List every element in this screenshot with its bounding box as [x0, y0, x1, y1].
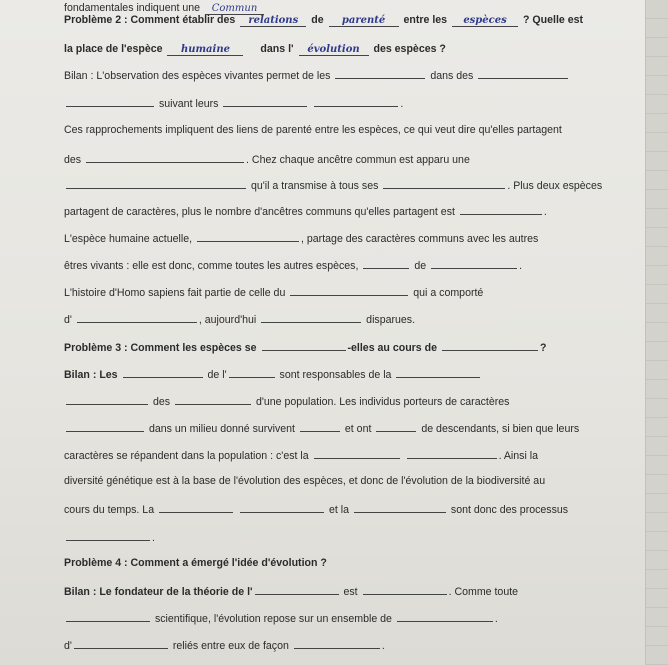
blank-field[interactable] — [300, 421, 340, 432]
line-18: diversité génétique est à la base de l'évolution des espèces, et donc de l'évolution de la biodiversité au — [64, 475, 546, 487]
line-2: la place de l'espèce humaine dans l' évolution des espèces ? — [64, 43, 446, 55]
blank-field[interactable] — [383, 178, 505, 189]
line-17: caractères se répandent dans la population : c'est la . Ainsi la — [64, 450, 539, 462]
blank-field[interactable] — [407, 448, 497, 459]
blank-field[interactable] — [290, 285, 408, 296]
blank-field[interactable] — [354, 502, 446, 513]
blank-field[interactable] — [66, 611, 150, 622]
blank-field[interactable] — [66, 421, 144, 432]
blank-field[interactable] — [240, 502, 324, 513]
handwritten-answer[interactable]: évolution — [299, 44, 369, 56]
line-24: d' reliés entre eux de façon . — [64, 640, 385, 652]
line-21: Problème 4 : Comment a émergé l'idée d'évolution ? — [64, 557, 327, 569]
notebook-margin — [645, 0, 668, 665]
line-7: qu'il a transmise à tous ses . Plus deux espèces — [64, 178, 642, 192]
blank-field[interactable] — [197, 231, 299, 242]
blank-field[interactable] — [376, 421, 416, 432]
blank-field[interactable] — [66, 178, 246, 189]
blank-field[interactable] — [397, 611, 493, 622]
blank-field[interactable] — [363, 258, 409, 269]
blank-field[interactable] — [335, 68, 425, 79]
line-3: Bilan : L'observation des espèces vivantes permet de les dans des — [64, 68, 642, 82]
blank-field[interactable] — [255, 584, 339, 595]
handwritten-answer[interactable]: espèces — [452, 15, 518, 27]
line-9: L'espèce humaine actuelle, , partage des caractères communs avec les autres — [64, 233, 539, 245]
handwritten-answer[interactable]: humaine — [167, 44, 243, 56]
line-19: cours du temps. La et la sont donc des processus — [64, 504, 569, 516]
line-14: Bilan : Les de l' sont responsables de la — [64, 367, 642, 381]
blank-field[interactable] — [74, 638, 168, 649]
blank-field[interactable] — [223, 96, 307, 107]
blank-field[interactable] — [478, 68, 568, 79]
blank-field[interactable] — [314, 96, 398, 107]
line-15: des d'une population. Les individus porteurs de caractères — [64, 394, 642, 408]
blank-field[interactable] — [261, 312, 361, 323]
line-1: Problème 2 : Comment établir des relations de parenté entre les espèces ? Quelle est — [64, 14, 584, 26]
blank-field[interactable] — [159, 502, 233, 513]
blank-field[interactable] — [431, 258, 517, 269]
blank-field[interactable] — [66, 394, 148, 405]
blank-field[interactable] — [77, 312, 197, 323]
line-8: partagent de caractères, plus le nombre d'ancêtres communs qu'elles partagent est . — [64, 206, 547, 218]
line-13: Problème 3 : Comment les espèces se -elles au cours de ? — [64, 342, 547, 354]
handwritten-answer[interactable]: Commun — [205, 3, 264, 15]
handwritten-answer[interactable]: parenté — [329, 15, 399, 27]
blank-field[interactable] — [363, 584, 447, 595]
line-16: dans un milieu donné survivent et ont de descendants, si bien que leurs — [64, 421, 642, 435]
line-11: L'histoire d'Homo sapiens fait partie de celle du qui a comporté — [64, 287, 484, 299]
blank-field[interactable] — [66, 96, 154, 107]
blank-field[interactable] — [294, 638, 380, 649]
blank-field[interactable] — [175, 394, 251, 405]
blank-field[interactable] — [314, 448, 400, 459]
blank-field[interactable] — [86, 152, 244, 163]
line-23: scientifique, l'évolution repose sur un ensemble de . — [64, 611, 642, 625]
blank-field[interactable] — [442, 340, 538, 351]
line-20: . — [64, 530, 642, 544]
handwritten-answer[interactable]: relations — [240, 15, 306, 27]
blank-field[interactable] — [396, 367, 480, 378]
blank-field[interactable] — [229, 367, 275, 378]
line-0: fondamentales indiquent une Commun — [64, 2, 642, 15]
blank-field[interactable] — [262, 340, 346, 351]
blank-field[interactable] — [460, 204, 542, 215]
line-6: des . Chez chaque ancêtre commun est apparu une — [64, 154, 470, 166]
line-4: suivant leurs . — [64, 96, 642, 110]
line-10: êtres vivants : elle est donc, comme toutes les autres espèces, de . — [64, 260, 523, 272]
blank-field[interactable] — [123, 367, 203, 378]
line-12: d' , aujourd'hui disparues. — [64, 314, 416, 326]
line-5: Ces rapprochements impliquent des liens de parenté entre les espèces, ce qui veut dire qu'elles partagent — [64, 124, 562, 136]
blank-field[interactable] — [66, 530, 150, 541]
line-22: Bilan : Le fondateur de la théorie de l' est . Comme toute — [64, 586, 519, 598]
